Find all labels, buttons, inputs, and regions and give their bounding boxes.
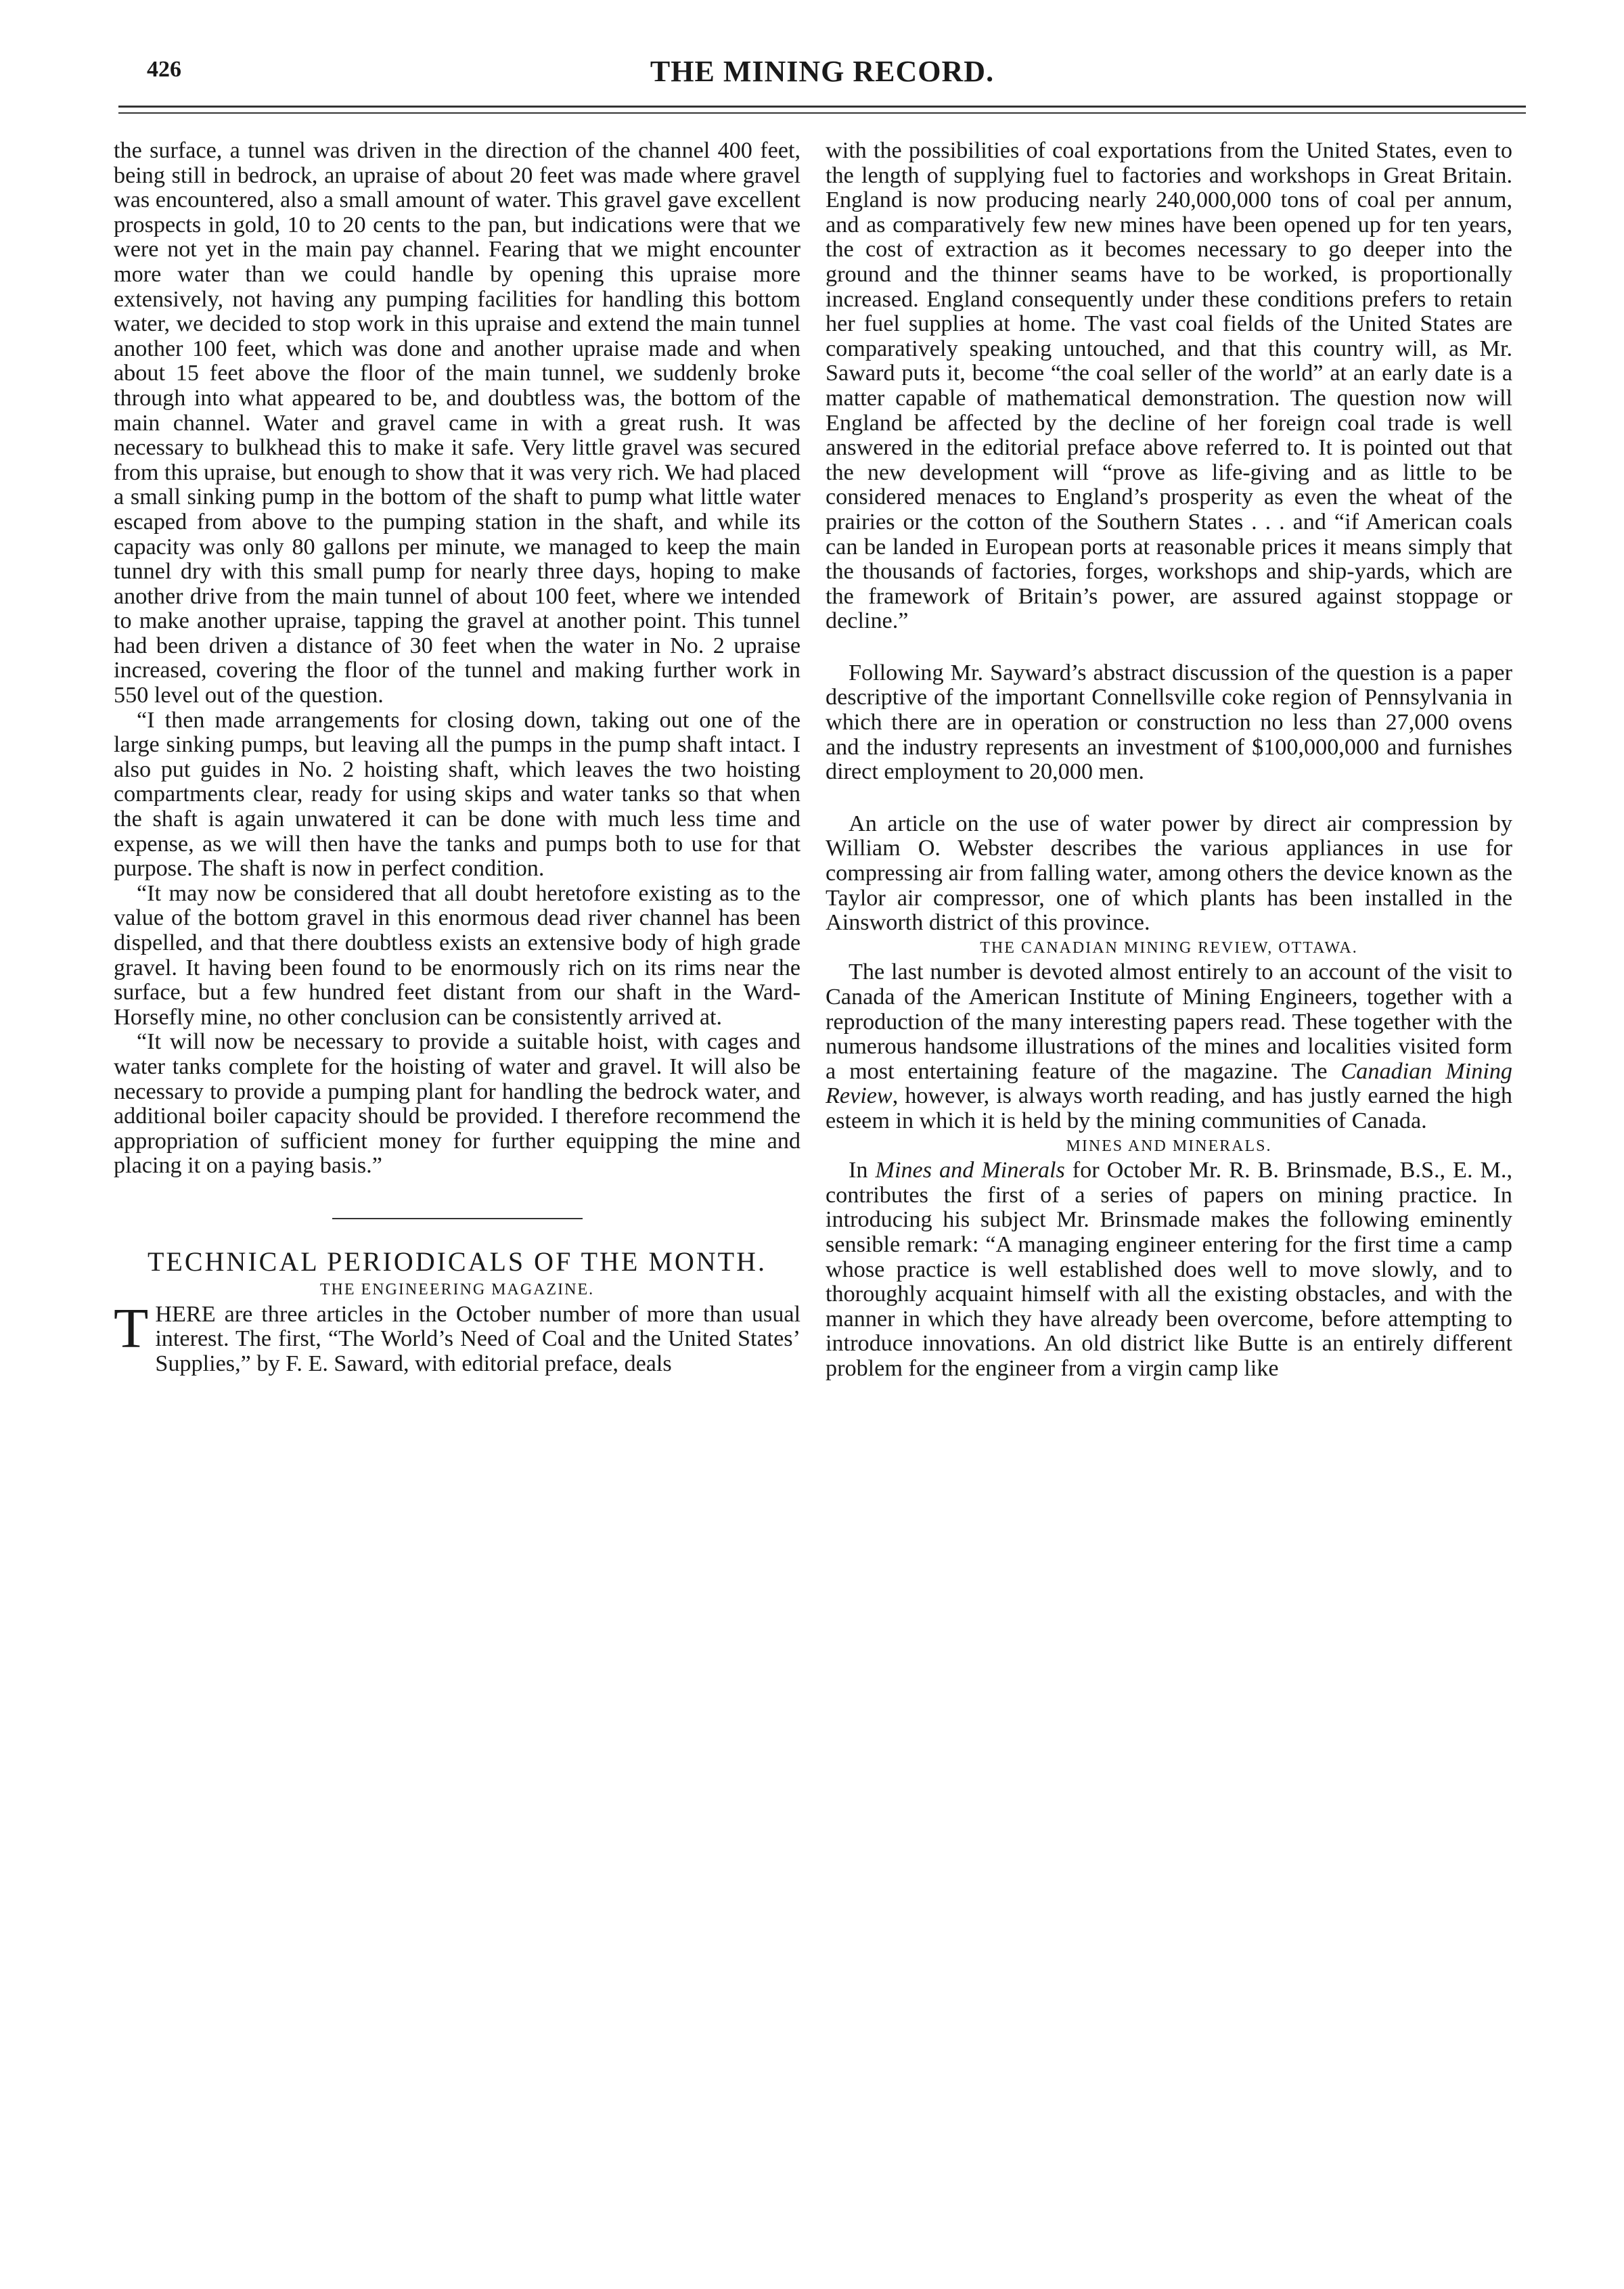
drop-cap: T <box>114 1296 149 1360</box>
right-column <box>826 139 1512 2270</box>
paragraph-text: HERE are three articles in the October number of more than usual interest. The first, “The World’s Need of Coal and the United States’ Supplies,” by F. E. Saward, with editorial preface, deals <box>155 1301 800 1376</box>
magazine-title: Canadian Mining Review <box>826 1058 1512 1109</box>
paragraph <box>826 1158 1512 1381</box>
subsection-heading: THE ENGINEERING MAGAZINE. <box>319 1280 595 1298</box>
paragraph <box>826 960 1512 1133</box>
paragraph-text: , however, is always worth reading, and has justly earned the high esteem in which it is held by the mining communities of Canada. <box>826 1083 1512 1133</box>
paragraph: Following Mr. Sayward’s abstract discussion of the question is a paper descriptive of the important Connellsville coke region of Pennsylvania in which there are in operation or construction no less than 27,000 ovens and the industry represents an investment of $100,000,000 and furnishes direct employment to 20,000 men. <box>826 660 1512 785</box>
paragraph-text: In <box>849 1158 876 1183</box>
section-divider <box>332 1218 583 1219</box>
section-title: TECHNICAL PERIODICALS OF THE MONTH. <box>148 1246 767 1277</box>
header-rule-thin <box>118 112 1526 114</box>
paragraph: “It may now be considered that all doubt heretofore existing as to the value of the bottom gravel in this enormous dead river channel has been dispelled, and that there doubtless exists an extensive body of high grade gravel. It having been found to be enormously rich on its rims near the surface, but a few hundred feet distant from our shaft in the Ward-Horsefly mine, no other conclusion can be consistently arrived at. <box>114 880 800 1030</box>
subsection-heading: THE CANADIAN MINING REVIEW, OTTAWA. <box>980 938 1358 957</box>
header-rule <box>118 106 1526 108</box>
subsection-heading: MINES AND MINERALS. <box>1066 1137 1272 1155</box>
paragraph: “It will now be necessary to provide a suitable hoist, with cages and water tanks complete for the hoisting of water and gravel. It will also be necessary to provide a pumping plant for handling the bedrock water, and additional boiler capacity should be provided. I therefore recommend the appropriation of sufficient money for further equipping the mine and placing it on a paying basis.” <box>114 1029 800 1179</box>
paragraph: “I then made arrangements for closing down, taking out one of the large sinking pumps, but leaving all the pumps in the pump shaft intact. I also put guides in No. 2 hoisting shaft, which leaves the two hoisting compartments clear, ready for using skips and water tanks so that when the shaft is again unwatered it can be done with much less time and expense, as we will then have the tanks and pumps both to use for that purpose. The shaft is now in perfect condition. <box>114 707 800 882</box>
paragraph: An article on the use of water power by direct air compression by William O. Webster describes the various appliances in use for compressing air from falling water, among others the device known as the Taylor air compressor, one of which plants has been installed in the Ainsworth district of this province. <box>826 811 1512 936</box>
running-header <box>118 51 1526 106</box>
page-number: 426 <box>147 57 181 82</box>
paragraph-text: for October Mr. R. B. Brinsmade, B.S., E. M., contributes the first of a series of papers on mining practice. In introducing his subject Mr. Brinsmade makes the following eminently sensible remark: “A managing engineer entering for the first time a camp whose practice is well established does well to move slowly, and to thoroughly acquaint himself with all the existing obstacles, and with the manner in which they have already been overcome, before attempting to introduce innovations. An old district like Butte is an entirely different problem for the engineer from a virgin camp like <box>826 1158 1512 1381</box>
paragraph: with the possibilities of coal exportations from the United States, even to the length of supplying fuel to factories and workshops in Great Britain. England is now producing nearly 240,000,000 tons of coal per annum, and as comparatively few new mines have been opened up for ten years, the cost of extraction as it becomes necessary to go deeper into the ground and the thinner seams have to be worked, is proportionally increased. England consequently under these conditions prefers to retain her fuel supplies at home. The vast coal fields of the United States are comparatively speaking untouched, and that this country will, as Mr. Saward puts it, become “the coal seller of the world” at an early date is a matter capable of mathematical demonstration. The question now will England be affected by the decline of her foreign coal trade is well answered in the editorial preface above referred to. It is pointed out that the new development will “prove as life-giving and as little to be considered menaces to England’s prosperity as even the wheat of the prairies or the cotton of the Southern States . . . and “if American coals can be landed in European ports at reasonable prices it means simply that the thousands of factories, forges, workshops and ship-yards, which are the framework of Britain’s power, are assured against stoppage or decline.” <box>826 139 1512 634</box>
paragraph <box>114 1296 800 1377</box>
left-column <box>114 139 800 2270</box>
magazine-title: Mines and Minerals <box>875 1158 1065 1183</box>
running-title: THE MINING RECORD. <box>650 55 995 88</box>
paragraph: the surface, a tunnel was driven in the direction of the channel 400 feet, being still in bedrock, an upraise of about 20 feet was made where gravel was encountered, also a small amount of water. This gravel gave excellent prospects in gold, 10 to 20 cents to the pan, but indications were that we were not yet in the main pay channel. Fearing that we might encounter more water than we could handle by opening this upraise more extensively, not having any pumping facilities for handling this bottom water, we decided to stop work in this upraise and extend the main tunnel another 100 feet, which was done and another upraise made and when about 15 feet above the floor of the main tunnel, we suddenly broke through into what appeared to be, and doubtless was, the bottom of the main channel. Water and gravel came in with a great rush. It was necessary to bulkhead this to make it safe. Very little gravel was secured from this upraise, but enough to show that it was very rich. We had placed a small sinking pump in the bottom of the shaft to pump what little water escaped from above to the pumping station in the shaft, and while its capacity was only 80 gallons per minute, we managed to keep the main tunnel dry with this small pump for nearly three days, hoping to make another drive from the main tunnel of about 100 feet, where we intended to make another upraise, tapping the gravel at another point. This tunnel had been driven a distance of 30 feet when the water in No. 2 upraise increased, covering the floor of the tunnel and making further work in 550 level out of the question. <box>114 139 800 708</box>
paragraph-text: The last number is devoted almost entirely to an account of the visit to Canada of the American Institute of Mining Engineers, together with a reproduction of the many interesting papers read. These together with the numerous handsome illustrations of the mines and localities visited form a most entertaining feature of the magazine. The <box>826 959 1512 1084</box>
